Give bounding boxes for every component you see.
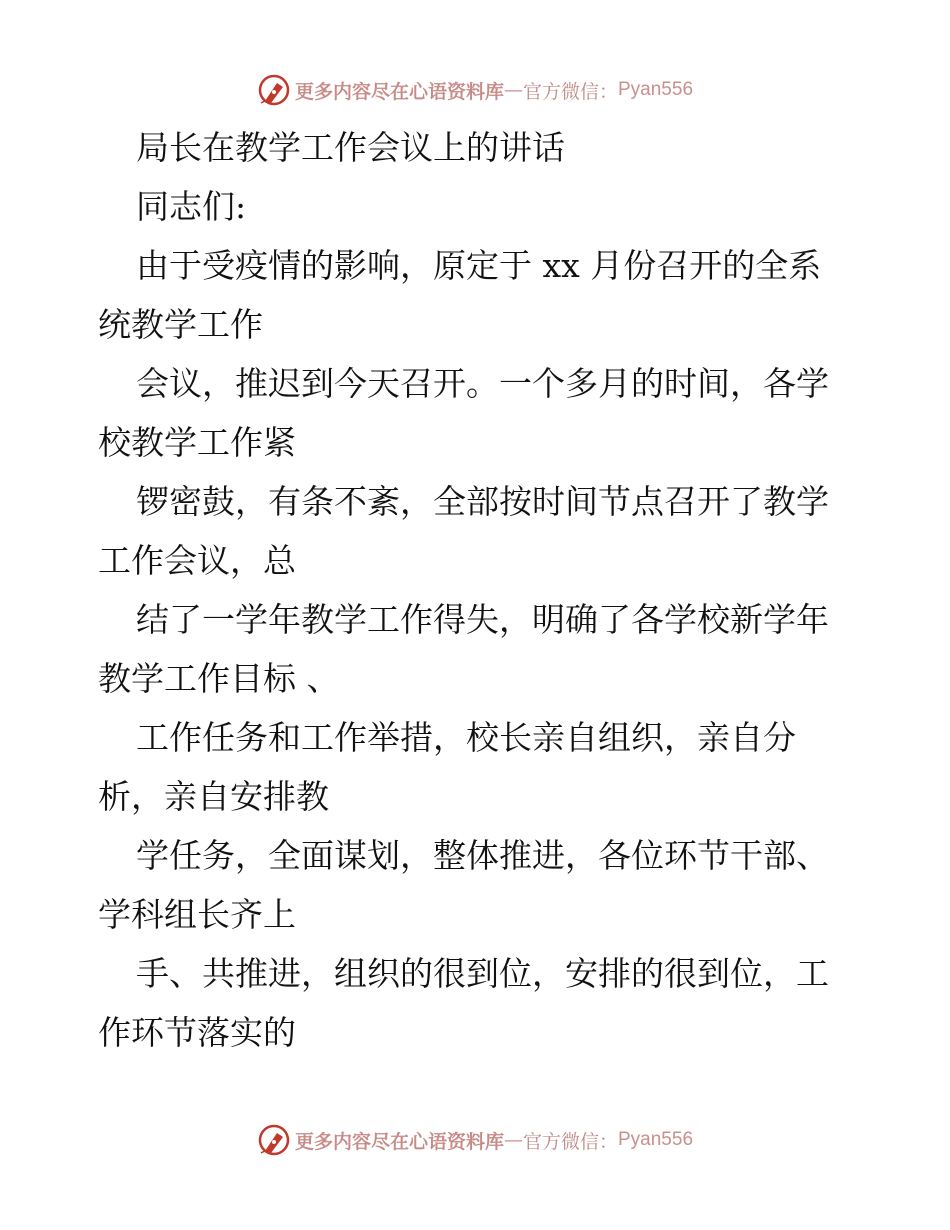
header-watermark [0,70,950,110]
paragraph-line: 会议，推迟到今天召开。一个多月的时间，各学 [136,364,829,403]
paragraph-line: 校教学工作紧 [98,423,296,462]
header-site-text: 更多内容尽在心语资料库 [294,80,504,103]
paragraph-line: 学任务，全面谋划，整体推进，各位环节干部、 [136,836,829,875]
paragraph-line: 统教学工作 [98,305,263,344]
footer-separator: — [503,1129,523,1151]
paragraph-line: 教学工作目标 、 [98,659,340,698]
document-title: 局长在教学工作会议上的讲话 [136,128,565,167]
paragraph-line: 析，亲自安排教 [98,777,329,816]
paragraph-line: 手、共推进，组织的很到位，安排的很到位，工 [136,954,829,993]
document-body [98,118,858,1062]
paragraph-line: 工作会议，总 [98,541,296,580]
footer-site-text: 更多内容尽在心语资料库 [294,1130,504,1153]
header-separator: — [503,79,523,101]
footer-wechat-id: Pyan556 [618,1129,694,1150]
paragraph-line: 学科组长齐上 [98,895,296,934]
header-wechat-id: Pyan556 [618,79,694,100]
footer-watermark [0,1120,950,1160]
salutation: 同志们: [136,187,247,226]
paragraph-line: 锣密鼓，有条不紊，全部按时间节点召开了教学 [136,482,829,521]
paragraph-line: 工作任务和工作举措，校长亲自组织，亲自分 [136,718,796,757]
paragraph-line: 结了一学年教学工作得失，明确了各学校新学年 [136,600,829,639]
pen-nib-logo-icon [257,73,291,107]
footer-wechat-label: 官方微信： [522,1130,618,1153]
header-wechat-label: 官方微信： [522,80,618,103]
paragraph-line: 作环节落实的 [98,1013,296,1052]
paragraph-line: 由于受疫情的影响，原定于 xx 月份召开的全系 [136,246,822,285]
pen-nib-logo-icon [257,1123,291,1157]
